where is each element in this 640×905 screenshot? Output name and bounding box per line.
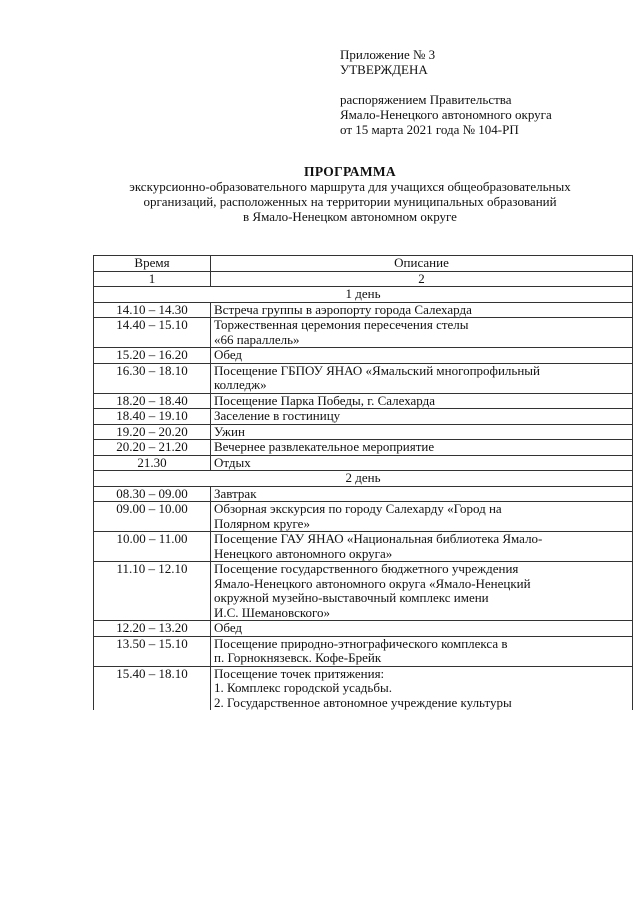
order-line: Ямало-Ненецкого автономного округа xyxy=(340,107,552,122)
header-description: Описание xyxy=(211,256,633,272)
time-cell: 09.00 – 10.00 xyxy=(94,502,211,532)
description-cell xyxy=(211,393,633,409)
description-line: колледж» xyxy=(214,377,267,392)
description-cell xyxy=(211,666,633,710)
description-line: Отдых xyxy=(214,454,251,470)
description-line: Посещение Парка Победы, г. Салехарда xyxy=(214,392,436,408)
description-cell xyxy=(211,562,633,621)
description-line: Посещение государственного бюджетного учреждения xyxy=(214,561,519,576)
table-row xyxy=(94,636,633,666)
time-cell: 18.20 – 18.40 xyxy=(94,393,211,409)
description-cell xyxy=(211,424,633,440)
description-line: И.С. Шемановского» xyxy=(214,604,331,620)
table-row xyxy=(94,666,633,710)
spacer xyxy=(340,77,630,92)
table-header-row xyxy=(94,256,633,272)
time-cell: 19.20 – 20.20 xyxy=(94,424,211,440)
description-cell xyxy=(211,636,633,666)
table-row xyxy=(94,409,633,425)
description-cell xyxy=(211,486,633,502)
table-row xyxy=(94,455,633,471)
description-cell xyxy=(211,409,633,425)
time-cell: 08.30 – 09.00 xyxy=(94,486,211,502)
program-subtitle-line: организаций, расположенных на территории муниципальных образований xyxy=(143,194,557,209)
column-number-description: 2 xyxy=(211,271,633,287)
description-line: окружной музейно-выставочный комплекс имени xyxy=(214,590,489,605)
table-row xyxy=(94,621,633,637)
time-cell: 13.50 – 15.10 xyxy=(94,636,211,666)
column-number-row xyxy=(94,271,633,287)
table-row xyxy=(94,302,633,318)
description-line: 2. Государственное автономное учреждение культуры xyxy=(214,694,512,710)
table-row xyxy=(94,562,633,621)
table-row xyxy=(94,502,633,532)
day-row xyxy=(94,287,633,303)
description-line: Обед xyxy=(214,620,243,635)
day-row xyxy=(94,471,633,487)
description-line: Посещение точек притяжения: xyxy=(214,665,385,681)
description-line: Ужин xyxy=(214,423,245,439)
table-row xyxy=(94,393,633,409)
time-cell: 18.40 – 19.10 xyxy=(94,409,211,425)
table-row xyxy=(94,532,633,562)
description-cell xyxy=(211,440,633,456)
description-line: Ненецкого автономного округа» xyxy=(214,545,393,561)
header-time: Время xyxy=(94,256,211,272)
description-line: Посещение природно-этнографического комплекса в xyxy=(214,635,508,651)
appendix-label: Приложение № 3 xyxy=(340,47,436,62)
order-line: от 15 марта 2021 года № 104-РП xyxy=(340,122,519,137)
time-cell: 15.40 – 18.10 xyxy=(94,666,211,710)
program-heading xyxy=(60,164,640,224)
description-cell xyxy=(211,455,633,471)
description-cell xyxy=(211,302,633,318)
program-title: ПРОГРАММА xyxy=(304,164,396,179)
column-number-time: 1 xyxy=(94,271,211,287)
description-line: Вечернее развлекательное мероприятие xyxy=(214,439,435,454)
program-subtitle-line: в Ямало-Ненецком автономном округе xyxy=(243,209,457,224)
time-cell: 14.10 – 14.30 xyxy=(94,302,211,318)
day-label: 2 день xyxy=(94,471,633,487)
time-cell: 10.00 – 11.00 xyxy=(94,532,211,562)
description-cell xyxy=(211,532,633,562)
time-cell: 20.20 – 21.20 xyxy=(94,440,211,456)
description-line: «66 параллель» xyxy=(214,331,300,347)
table-row xyxy=(94,486,633,502)
time-cell: 14.40 – 15.10 xyxy=(94,318,211,348)
description-line: Заселение в гостиницу xyxy=(214,408,341,423)
description-line: Посещение ГБПОУ ЯНАО «Ямальский многопрофильный xyxy=(214,362,540,378)
time-cell: 21.30 xyxy=(94,455,211,471)
description-line: Завтрак xyxy=(214,485,257,501)
description-line: Обед xyxy=(214,347,243,362)
order-line: распоряжением Правительства xyxy=(340,92,512,107)
schedule-table xyxy=(93,255,633,710)
time-cell: 16.30 – 18.10 xyxy=(94,363,211,393)
table-row xyxy=(94,424,633,440)
description-cell xyxy=(211,621,633,637)
schedule-body xyxy=(94,271,633,710)
description-line: Встреча группы в аэропорту города Салехарда xyxy=(214,301,472,317)
program-subtitle-line: экскурсионно-образовательного маршрута для учащихся общеобразовательных xyxy=(129,179,571,194)
description-line: Торжественная церемония пересечения стелы xyxy=(214,317,469,332)
description-line: Ямало-Ненецкого автономного округа «Ямало-Ненецкий xyxy=(214,575,531,591)
description-line: Посещение ГАУ ЯНАО «Национальная библиотека Ямало- xyxy=(214,531,543,546)
description-cell xyxy=(211,348,633,364)
table-row xyxy=(94,363,633,393)
table-row xyxy=(94,348,633,364)
time-cell: 12.20 – 13.20 xyxy=(94,621,211,637)
description-line: Полярном круге» xyxy=(214,515,310,531)
description-cell xyxy=(211,363,633,393)
day-label: 1 день xyxy=(94,287,633,303)
description-cell xyxy=(211,318,633,348)
approval-block xyxy=(340,47,630,137)
description-line: 1. Комплекс городской усадьбы. xyxy=(214,680,392,695)
description-cell xyxy=(211,502,633,532)
description-line: Обзорная экскурсия по городу Салехарду «Город на xyxy=(214,501,502,516)
description-line: п. Горнокнязевск. Кофе-Брейк xyxy=(214,650,382,665)
table-row xyxy=(94,318,633,348)
approved-label: УТВЕРЖДЕНА xyxy=(340,62,428,77)
time-cell: 15.20 – 16.20 xyxy=(94,348,211,364)
table-row xyxy=(94,440,633,456)
time-cell: 11.10 – 12.10 xyxy=(94,562,211,621)
